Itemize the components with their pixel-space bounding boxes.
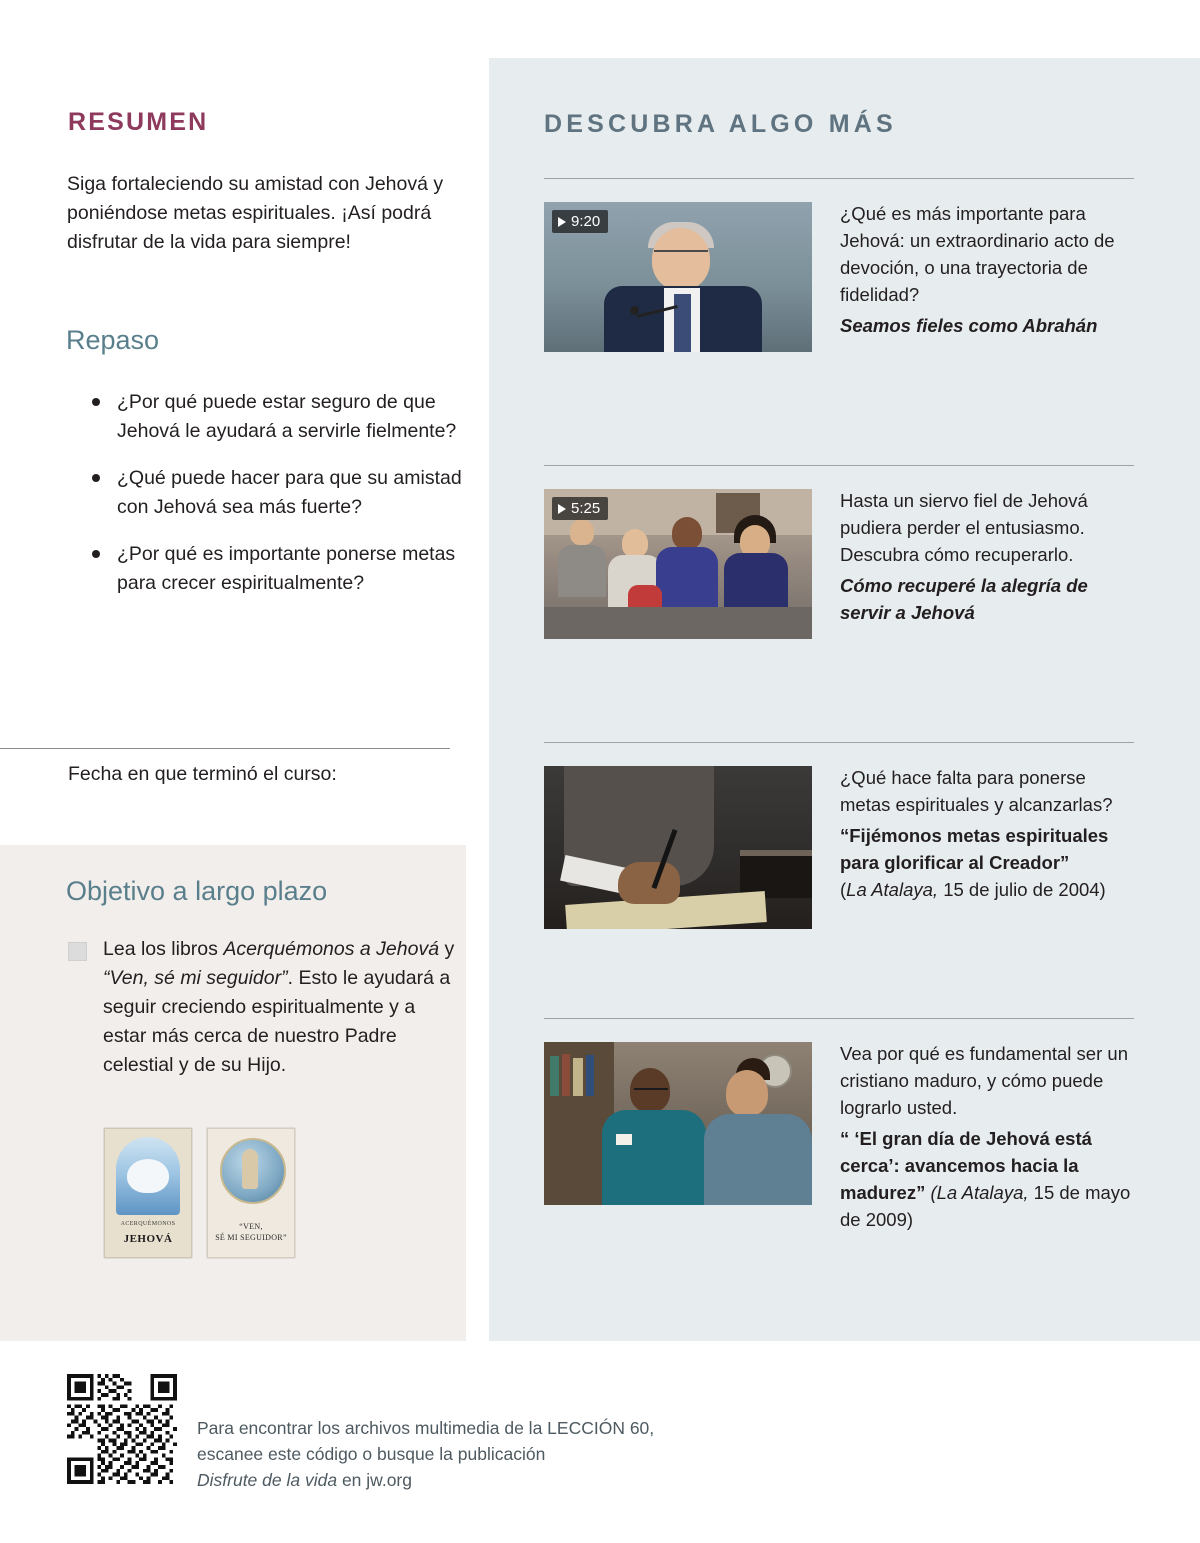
discover-text-2 [840, 487, 1134, 626]
discover-title: “ ‘El gran día de Jehová está cerca’: avancemos hacia la madurez” [840, 1128, 1092, 1203]
thumbnail-art [544, 766, 812, 929]
publication-name: (La Atalaya, [925, 1182, 1029, 1203]
divider [0, 748, 450, 749]
divider [544, 742, 1134, 743]
video-thumbnail-2[interactable] [544, 489, 812, 639]
play-icon [558, 504, 566, 514]
bullet-icon [92, 398, 100, 406]
video-duration-label: 5:25 [571, 500, 601, 517]
discover-description: Hasta un siervo fiel de Jehová pudiera perder el entusiasmo. Descubra cómo recuperarlo. [840, 490, 1088, 565]
cloud-icon [127, 1159, 169, 1193]
discover-text-4 [840, 1040, 1134, 1233]
review-heading: Repaso [66, 325, 160, 355]
book-cover-group [104, 1128, 295, 1258]
video-duration-label: 9:20 [571, 213, 601, 230]
article-thumbnail-4[interactable] [544, 1042, 812, 1205]
goal-section-background [0, 845, 466, 1341]
bullet-icon [92, 550, 100, 558]
review-question-list [72, 388, 462, 616]
left-column [0, 0, 489, 1543]
publication-name: La Atalaya, [846, 879, 939, 900]
qr-code-icon [67, 1374, 177, 1484]
discover-title: “Fijémonos metas espirituales para glorificar al Creador” [840, 825, 1109, 873]
figure-icon [242, 1149, 258, 1189]
play-icon [558, 217, 566, 227]
summary-heading: RESUMEN [68, 108, 209, 136]
list-item [72, 464, 462, 522]
book-caption: ACERQUÉMONOS [120, 1221, 176, 1227]
discover-text-1 [840, 200, 1134, 339]
book-cover-ven-se-mi-seguidor [207, 1128, 295, 1258]
review-question-text: ¿Por qué puede estar seguro de que Jehová le ayudará a servirle fielmente? [117, 391, 457, 442]
review-question-text: ¿Por qué es importante ponerse metas para crecer espiritualmente? [117, 543, 456, 594]
book-title: JEHOVÁ [123, 1233, 173, 1245]
divider [544, 465, 1134, 466]
discover-title-block: “ ‘El gran día de Jehová está cerca’: avancemos hacia la madurez” (La Atalaya, 15 de mayo de 2009) [840, 1128, 1131, 1230]
thumbnail-art [544, 1042, 812, 1205]
footer-line-2: escanee este código o busque la publicación [197, 1444, 546, 1464]
bullet-icon [92, 474, 100, 482]
discover-text-3 [840, 764, 1134, 903]
discover-heading: DESCUBRA ALGO MÁS [544, 110, 897, 138]
list-item [72, 540, 462, 598]
footer-line-1: Para encontrar los archivos multimedia de la LECCIÓN 60, [197, 1418, 655, 1438]
review-question-text: ¿Qué puede hacer para que su amistad con Jehová sea más fuerte? [117, 467, 462, 518]
footer-line-3-rest: en jw.org [337, 1470, 412, 1490]
discover-title: Cómo recuperé la alegría de servir a Jehová [840, 575, 1088, 623]
article-thumbnail-3[interactable] [544, 766, 812, 929]
publication-name: Disfrute de la vida [197, 1470, 338, 1490]
discover-title: Seamos fieles como Abrahán [840, 315, 1098, 336]
discover-description: ¿Qué hace falta para ponerse metas espirituales y alcanzarlas? [840, 767, 1113, 815]
footer-note [197, 1415, 837, 1493]
list-item [72, 388, 462, 446]
video-duration-badge-2 [552, 497, 608, 520]
goal-item-text: Lea los libros Acerquémonos a Jehová y “Ven, sé mi seguidor”. Esto le ayudará a seguir creciendo espiritualmente y a estar más cerca de nuestro Padre celestial y de su Hijo. [103, 938, 455, 1076]
summary-body: Siga fortaleciendo su amistad con Jehová y poniéndose metas espirituales. ¡Así podrá disfrutar de la vida para siempre! [67, 173, 444, 253]
divider [544, 178, 1134, 179]
course-end-label: Fecha en que terminó el curso: [68, 763, 337, 785]
book-cover-acerquemonos [104, 1128, 192, 1258]
goal-heading: Objetivo a largo plazo [66, 876, 328, 906]
video-duration-badge-1 [552, 210, 608, 233]
discover-description: Vea por qué es fundamental ser un cristiano maduro, y cómo puede lograrlo usted. [840, 1043, 1128, 1118]
discover-source: (La Atalaya, 15 de julio de 2004) [840, 879, 1106, 900]
video-thumbnail-1[interactable] [544, 202, 812, 352]
divider [544, 1018, 1134, 1019]
book-title: “VEN, SÉ MI SEGUIDOR” [215, 1222, 287, 1242]
discover-description: ¿Qué es más importante para Jehová: un extraordinario acto de devoción, o una trayectoria de fidelidad? [840, 203, 1115, 305]
